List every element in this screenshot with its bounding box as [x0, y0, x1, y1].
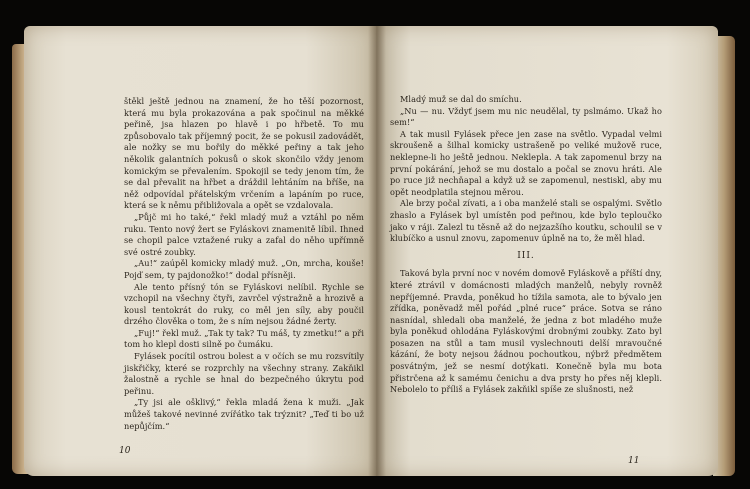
chapter-heading: III.: [517, 250, 535, 261]
paragraph: Ale brzy počal zívati, a i oba manželé stali se ospalými. Světlo zhaslo a Fylásek byl umístěn pod peřinou, kde bylo teploučko jako v ráji. Zalezl tu těsně až do nejzazšího koutku, schoulil se v klubíčko a usnul znovu, zapomenuv úplně na to, že měl hlad.: [390, 198, 662, 244]
paragraph: štěkl ještě jednou na znamení, že ho těší pozornost, která mu byla prokazována a pak spočinul na měkké peřině, jsa hlazen po hlavě i po hřbetě. To mu způsobovalo tak příjemný pocit, že se pokusil zadovádět, ale nožky se mu bořily do měkké peřiny a tak jeho několik galantních pokusů o skok skončilo vždy jenom komickým se převalením. Spokojil se tedy jenom tím, že se dal převalit na hřbet a dráždil lehtáním na bříše, na něž odpovídal přátelským vrčením a lapáním po ruce, která se k němu přibližovala a opět se vzdalovala.: [124, 96, 364, 211]
right-text-before-chapter: [390, 94, 662, 245]
paragraph: „Fuj!“ řekl muž. „Tak ty tak? Tu máš, ty zmetku!“ a při tom ho klepl dosti silně po čumáku.: [124, 327, 364, 350]
paragraph: A tak musil Fylásek přece jen zase na světlo. Vypadal velmi skroušeně a šilhal komicky ustrašeně po veliké mužově ruce, neklepne-li ho ještě jednou. Neklepla. A tak zapomenul brzy na první pokárání, jehož se mu dostalo a počal se znovu hráti. Ale po ruce již nechňapal a když už se zapomenul, nestiskl, aby mu opět neodplatila stejnou měrou.: [390, 128, 662, 197]
right-page: [376, 26, 718, 476]
paragraph: „Půjč mi ho také,“ řekl mladý muž a vztáhl po něm ruku. Tento nový žert se Fyláskovi znamenitě líbil. Ihned se chopil palce vztažené ruky a zafal do něho upřímně své ostré zoubky.: [124, 211, 364, 257]
right-page-number: 11: [628, 456, 640, 466]
left-page-number: 10: [119, 446, 131, 456]
paragraph: Fylásek pocítil ostrou bolest a v očích se mu rozsvítily jiskřičky, které se rozprchly na všechny strany. Zakňikl žalostně a rychle se hnal do bezpečného úkrytu pod peřinu.: [124, 351, 364, 396]
right-page-text: [390, 94, 662, 396]
right-text-after-chapter: [390, 268, 662, 396]
paragraph: „Au!“ zaúpěl komicky mladý muž. „On, mrcha, kouše! Pojď sem, ty pajdonožko!“ dodal přísněji.: [124, 258, 364, 280]
paragraph: Taková byla první noc v novém domově Fyláskově a příští dny, které ztrávil v domácnosti mladých manželů, nebyly rovněž nepříjemné. Pravda, poněkud ho tížila samota, ale to bývalo jen zřídka, poněvadž měl pořád „plné ruce“ práce. Sotva se ráno nasnídal, shledali oba manželé, že jedna z bot mladého muže byla poněkud ohlodána Fyláskovými drobnými zoubky. Zato byl posazen na stůl a tam musil vyslechnouti delší mravoučné kázání, že boty nejsou žádnou pochoutkou, nýbrž předmětem posvátným, jež se nesmí dotýkati. Konečně byla mu bota přistrčena až k samému čenichu a dva prsty ho přes něj klepli. Nebolelo to příliš a Fylásek zakňikl spíše ze slušnosti, než: [390, 268, 662, 395]
paragraph: „Nu — nu. Vždyť jsem mu nic neudělal, ty pslmámo. Ukaž ho sem!“: [390, 105, 662, 128]
paragraph: Mladý muž se dal do smíchu.: [400, 94, 522, 104]
open-book: [8, 14, 738, 484]
left-page: [24, 26, 376, 476]
paragraph: Ale tento přísný tón se Fyláskovi nelíbil. Rychle se vzchopil na všechny čtyři, zavrčel výstražně a hrozivě a kousl tentokrát do ruky, co měl jen síly, aby poučil drzého člověka o tom, že s ním nejsou žádné žerty.: [124, 281, 364, 327]
book-gutter: [368, 26, 386, 476]
paragraph: „Ty jsi ale ošklivý,“ řekla mladá žena k muži. „Jak můžeš takové nevinné zvířátko tak trýznit? „Teď ti bo už nepůjčím.“: [124, 397, 364, 431]
left-page-text: [124, 96, 364, 432]
